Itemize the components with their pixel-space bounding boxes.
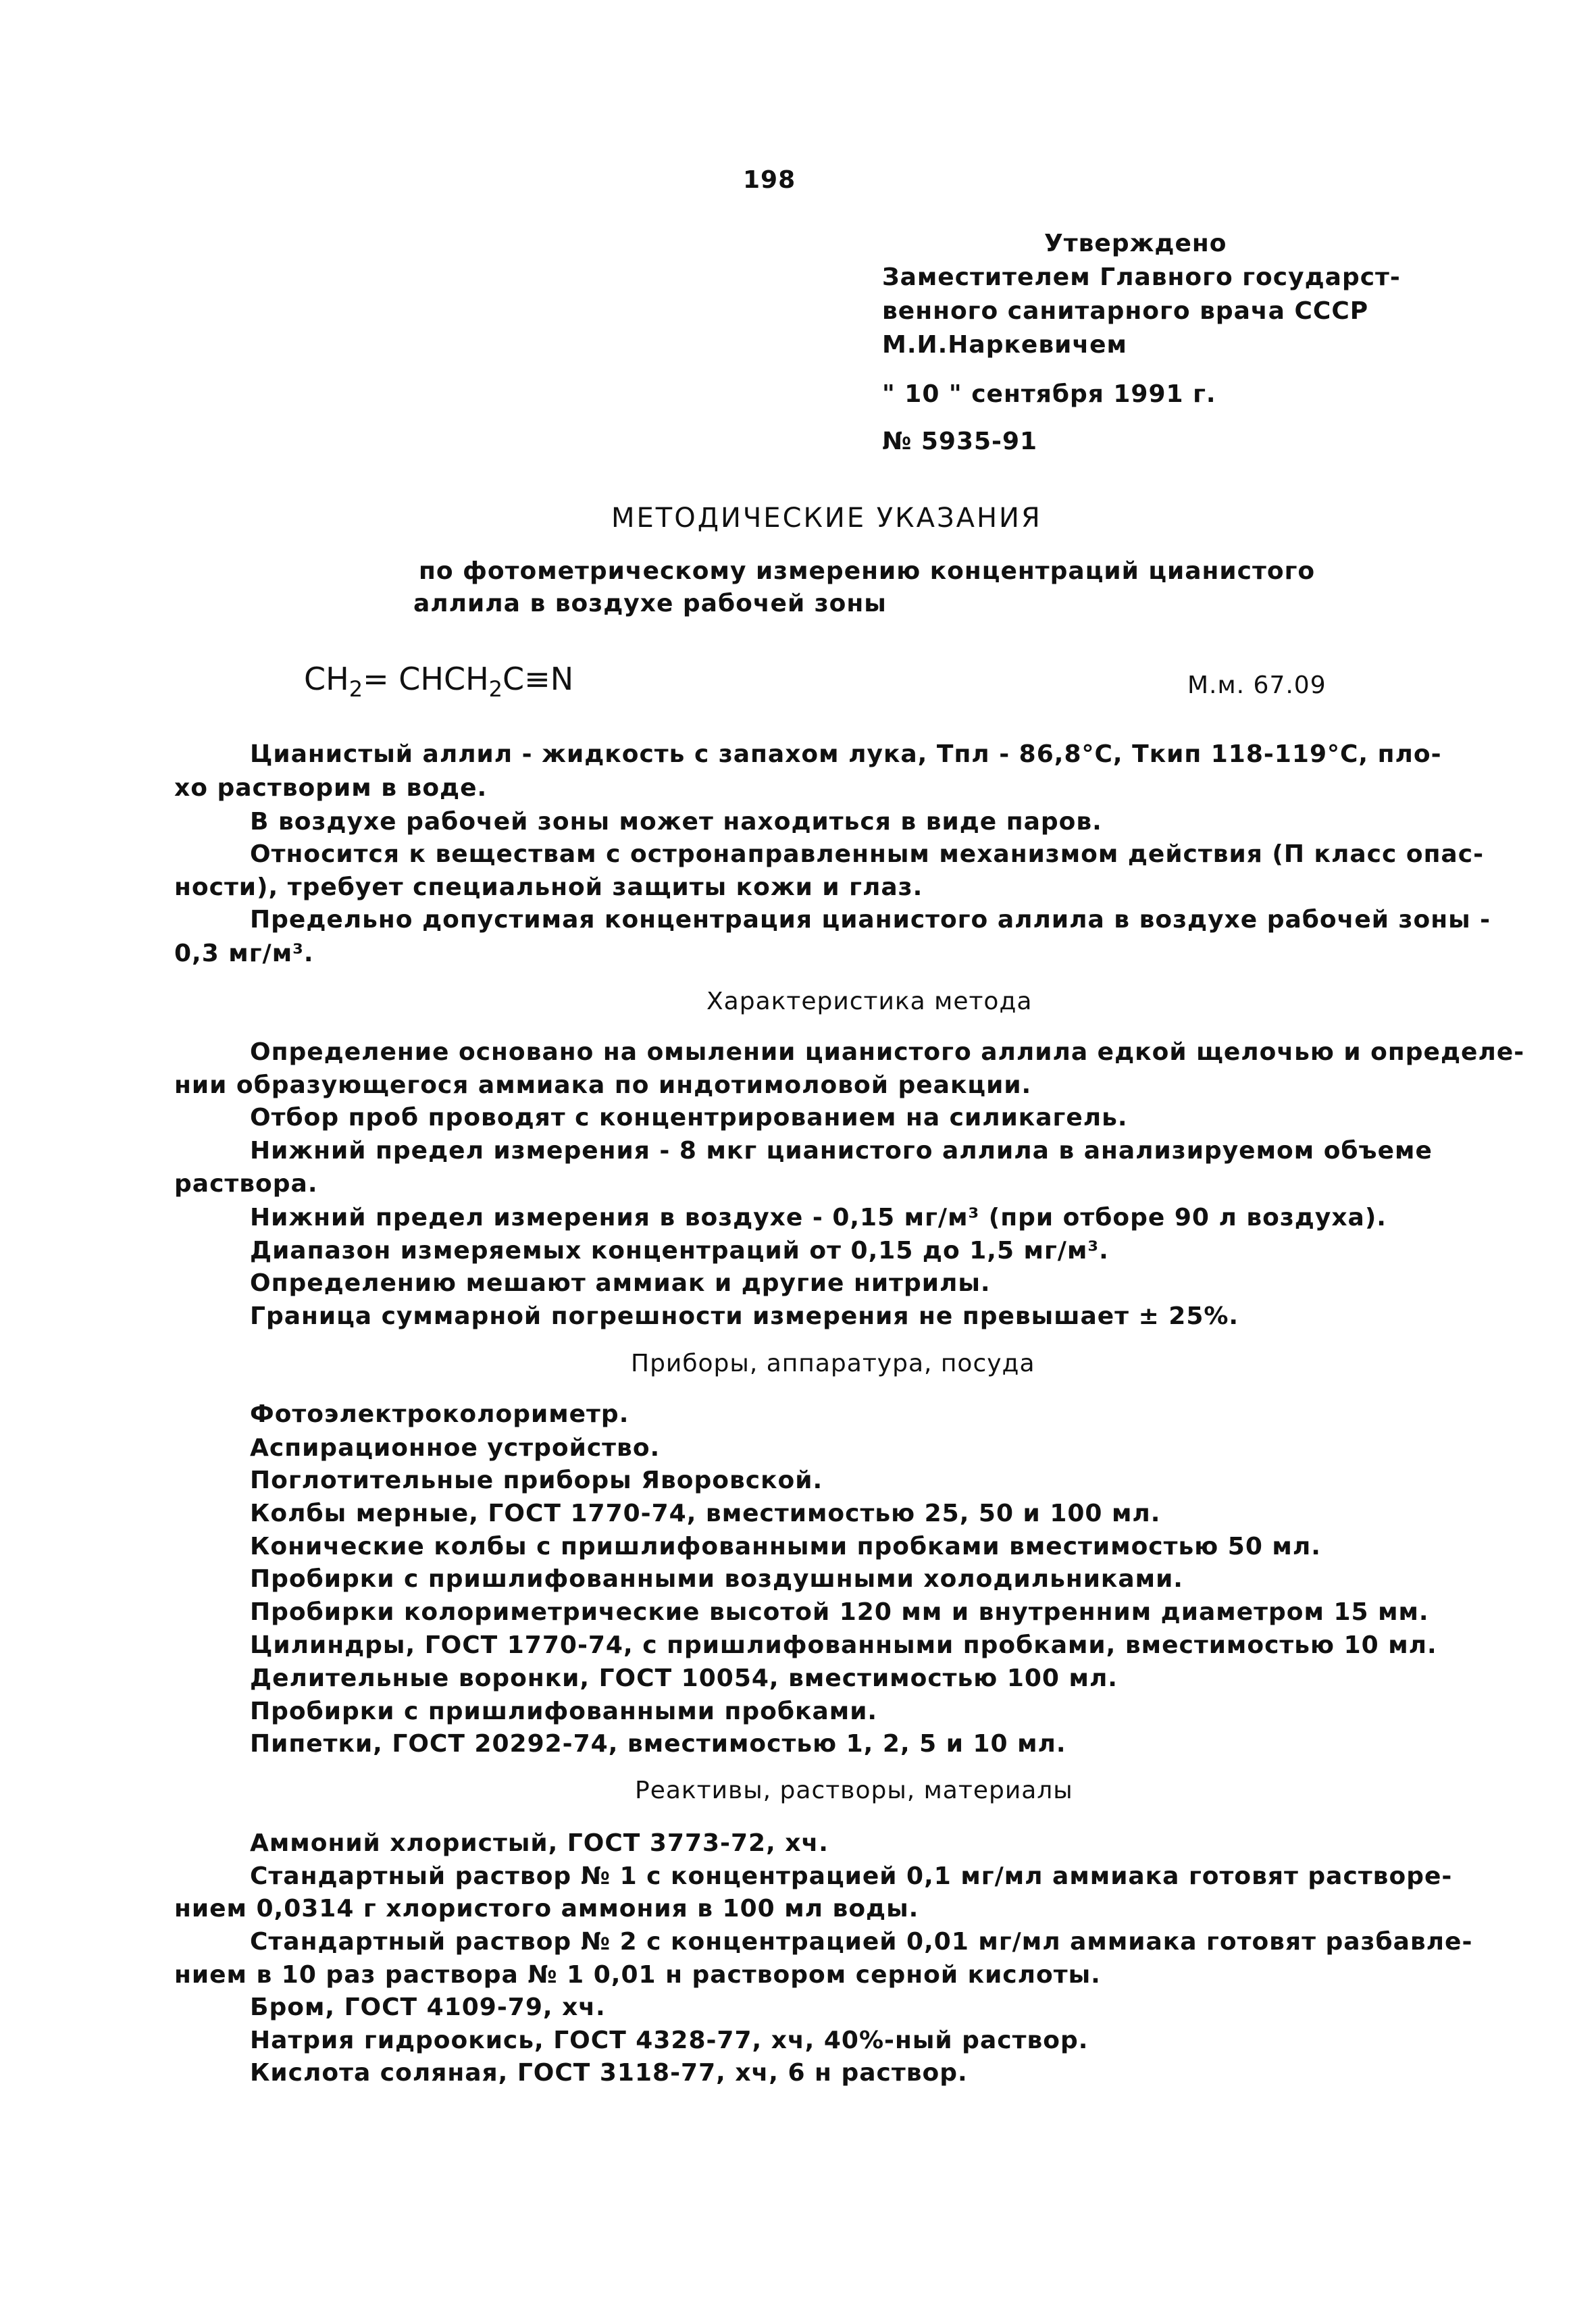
method-line: Граница суммарной погрешности измерения не превышает ± 25%.	[250, 1302, 1239, 1330]
chemical-formula	[304, 661, 573, 702]
equipment-item: Фотоэлектроколориметр.	[250, 1400, 629, 1428]
intro-line: Относится к веществам с остронаправленным механизмом действия (П класс опас-	[250, 840, 1485, 868]
intro-line: 0,3 мг/м³.	[174, 940, 314, 967]
reagent-line: Аммоний хлористый, ГОСТ 3773-72, хч.	[250, 1829, 829, 1857]
approval-line-1: Утверждено	[1044, 230, 1227, 257]
approval-line-2: Заместителем Главного государст-	[882, 263, 1401, 291]
equipment-item: Цилиндры, ГОСТ 1770-74, с пришлифованными пробками, вместимостью 10 мл.	[250, 1631, 1437, 1659]
reagent-line: Бром, ГОСТ 4109-79, хч.	[250, 1993, 606, 2021]
method-line: Отбор проб проводят с концентрированием на силикагель.	[250, 1104, 1128, 1132]
formula-sub-2: 2	[488, 676, 503, 702]
reagent-line: Натрия гидроокись, ГОСТ 4328-77, хч, 40%-ный раствор.	[250, 2027, 1089, 2054]
intro-line: В воздухе рабочей зоны может находиться в виде паров.	[250, 808, 1102, 836]
document-title: МЕТОДИЧЕСКИЕ УКАЗАНИЯ	[611, 503, 1042, 534]
reagent-line: Стандартный раствор № 2 с концентрацией 0,01 мг/мл аммиака готовят разбавле-	[250, 1928, 1473, 1956]
section-heading-equipment: Приборы, аппаратура, посуда	[631, 1350, 1035, 1377]
method-line: нии образующегося аммиака по индотимоловой реакции.	[174, 1071, 1032, 1099]
intro-line: Предельно допустимая концентрация цианистого аллила в воздухе рабочей зоны -	[250, 906, 1491, 934]
method-line: Определению мешают аммиак и другие нитрилы.	[250, 1269, 991, 1297]
formula-part-3: C≡N	[503, 661, 574, 697]
approval-line-3: венного санитарного врача СССР	[882, 297, 1369, 325]
subtitle-line-2: аллила в воздухе рабочей зоны	[413, 590, 887, 617]
method-line: Определение основано на омылении цианистого аллила едкой щелочью и определе-	[250, 1038, 1525, 1066]
reagent-line: Кислота соляная, ГОСТ 3118-77, хч, 6 н раствор.	[250, 2059, 968, 2087]
intro-line: хо растворим в воде.	[174, 774, 488, 802]
intro-line: Цианистый аллил - жидкость с запахом лука, Тпл - 86,8°С, Ткип 118-119°С, пло-	[250, 740, 1442, 768]
formula-part-1: CH	[304, 661, 349, 697]
method-line: Нижний предел измерения в воздухе - 0,15 мг/м³ (при отборе 90 л воздуха).	[250, 1204, 1387, 1231]
equipment-item: Пробирки колориметрические высотой 120 мм и внутренним диаметром 15 мм.	[250, 1598, 1429, 1626]
method-line: Нижний предел измерения - 8 мкг цианистого аллила в анализируемом объеме	[250, 1137, 1433, 1165]
approval-date: " 10 " сентября 1991 г.	[882, 380, 1216, 408]
section-heading-reagents: Реактивы, растворы, материалы	[635, 1777, 1073, 1804]
equipment-item: Пробирки с пришлифованными пробками.	[250, 1698, 878, 1725]
molar-mass: М.м. 67.09	[1187, 671, 1327, 699]
equipment-item: Колбы мерные, ГОСТ 1770-74, вместимостью 25, 50 и 100 мл.	[250, 1500, 1161, 1527]
equipment-item: Пипетки, ГОСТ 20292-74, вместимостью 1, 2, 5 и 10 мл.	[250, 1730, 1066, 1758]
subtitle-line-1: по фотометрическому измерению концентраций цианистого	[419, 557, 1316, 585]
approval-line-4: М.И.Наркевичем	[882, 331, 1127, 359]
method-line: раствора.	[174, 1170, 318, 1198]
equipment-item: Аспирационное устройство.	[250, 1434, 661, 1462]
method-line: Диапазон измеряемых концентраций от 0,15 до 1,5 мг/м³.	[250, 1237, 1109, 1265]
equipment-item: Пробирки с пришлифованными воздушными холодильниками.	[250, 1565, 1183, 1593]
formula-sub-1: 2	[349, 676, 363, 702]
reagent-line: нием в 10 раз раствора № 1 0,01 н раствором серной кислоты.	[174, 1961, 1101, 1989]
intro-line: ности), требует специальной защиты кожи и глаз.	[174, 873, 923, 901]
section-heading-method: Характеристика метода	[706, 988, 1033, 1015]
approval-number: № 5935-91	[882, 428, 1038, 455]
equipment-item: Конические колбы с пришлифованными пробками вместимостью 50 мл.	[250, 1533, 1321, 1560]
equipment-item: Делительные воронки, ГОСТ 10054, вместимостью 100 мл.	[250, 1664, 1118, 1692]
reagent-line: нием 0,0314 г хлористого аммония в 100 мл воды.	[174, 1895, 919, 1923]
reagent-line: Стандартный раствор № 1 с концентрацией 0,1 мг/мл аммиака готовят растворе-	[250, 1862, 1453, 1890]
formula-part-2: = CHCH	[363, 661, 489, 697]
equipment-item: Поглотительные приборы Яворовской.	[250, 1467, 823, 1494]
page-number: 198	[743, 166, 796, 194]
